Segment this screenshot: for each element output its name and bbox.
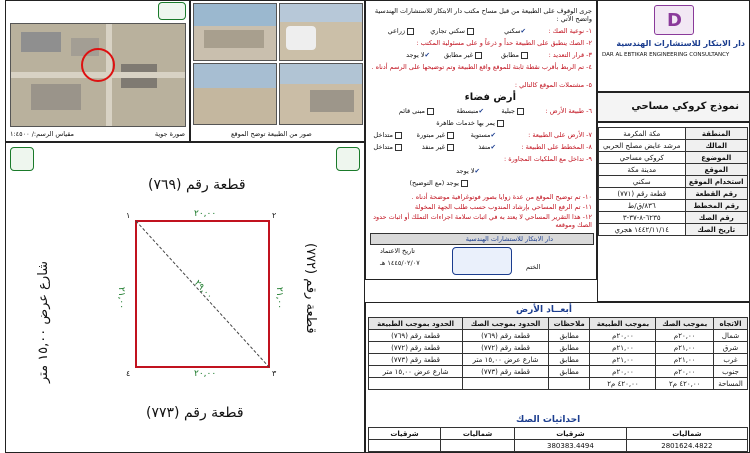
area-nature: ٤٢٠,٠٠ م٢: [590, 378, 656, 390]
empty-cell: [369, 378, 463, 390]
field-photos-label: صور من الطبيعة توضح الموقع: [231, 130, 312, 138]
dim-cell: شارع عرض ١٥,٠٠ متر: [463, 354, 549, 366]
dim-cell: قطعة رقم (٧٧٣): [463, 366, 549, 378]
info-label: الموقع: [685, 164, 748, 176]
q5-value: أرض فضاء: [464, 92, 516, 103]
survey-notes-panel: جرى الوقوف على الطبيعة من قبل مساح مكتب دار الابتكار للاستشارات الهندسية واتضح الآتي : ١- نوعية الصك : ✔سكني سكني تجاري زراعي ٢- الصك ينطبق على الطبيعة حداً و ذرعاً و على مسئولية المكتب : ٣- قرار التعديد : مطابق غير مطابق ✔لا يوجد ٤- تم الربط بأقرب نقطة ثابتة للموقع واقع الطبيعة وتم توضيحها على الرسم أدناه . ٥- مشتملات الموقع كالتالي : أرض فضاء ٦- طبيعة الأرض : جبلية ✔منبسطة مبنى قائم يمر بها خدمات ظاهرة ٧- الأرض على الطبيعة : ✔مستوية غير مبتورة متداخل ٨- المخطط على الطبيعة : ✔منفذ غير منفذ متداخل ٩- تداخل مع الملكيات المجاورة : ✔لا يوجد يوجد (مع التوضيح) ١٠- تم توضيح الموقع من عدة زوايا بصور فوتوغرافية موضحة أدناه . ١١- تم الرفع المساحي بإرشاد المندوب حسب طلب الجهة المخولة ١٢- هذا التقرير المساحي لا يعتد به في اثبات سلامة اجراءات التملك أو اثبات حدود الصك وموقعه دار الابتكار للاستشارات الهندسية تاريخ الاعتماد ١٤٤٥/٠٢/٠٧ هـ الختم: [365, 0, 597, 280]
dim-cell: جنوب: [713, 366, 747, 378]
aerial-photo-panel: [5, 0, 190, 142]
q6-label: ٦- طبيعة الأرض :: [545, 107, 592, 115]
q1-label: ١- نوعية الصك :: [548, 27, 592, 35]
info-value: مرشد عايض مصلح الحربي: [599, 140, 686, 152]
dim-cell: مطابق: [548, 342, 590, 354]
east-boundary-label: قطعة رقم (٧٧٢): [303, 243, 318, 334]
footer-office-bar: [370, 233, 594, 245]
dim-row: [369, 330, 748, 342]
company-stamp: [452, 247, 512, 275]
info-row: [599, 200, 748, 212]
dim-cell: غرب: [713, 354, 747, 366]
empty-cell: [463, 378, 549, 390]
dim-cell: ٢١,٠٠م: [590, 342, 656, 354]
coords-title: احداثيات الصك: [516, 415, 581, 425]
dim-row: [369, 366, 748, 378]
dim-cell: ٢١,٠٠م: [656, 354, 714, 366]
info-row: [599, 140, 748, 152]
info-value: ٨٣٦/ق/ط: [599, 200, 686, 212]
info-value: سكني: [599, 176, 686, 188]
approval-date-value: ١٤٤٥/٠٢/٠٧ هـ: [380, 259, 420, 267]
dimensions-title: أبعــاد الأرض: [516, 305, 572, 315]
info-label: رقم الصك: [685, 212, 748, 224]
field-photo-2: [279, 3, 363, 61]
field-photo-3: [193, 63, 277, 125]
q7-opt-3: متداخل: [373, 131, 393, 139]
coords-north-value: 2801624.4822: [626, 440, 747, 452]
corner-2: ٢: [272, 211, 277, 220]
info-label: الموضوع: [685, 152, 748, 164]
dim-left: ٢١,٠٠: [116, 286, 127, 310]
info-value: ٦٢٣٥-٨-٣٧-٣: [599, 212, 686, 224]
seal-label: الختم: [526, 263, 541, 271]
area-deed: ٤٢٠,٠٠ م٢: [656, 378, 714, 390]
q12-text: ١٢- هذا التقرير المساحي لا يعتد به في اثبات سلامة اجراءات التملك أو اثبات حدود الصك وموقعه: [373, 213, 592, 229]
dim-cell: مطابق: [548, 330, 590, 342]
location-circle: [81, 48, 115, 82]
info-row: [599, 128, 748, 140]
dim-bottom: ٢٠,٠٠: [194, 369, 217, 379]
dim-cell: شارع عرض ١٥,٠٠ متر: [369, 366, 463, 378]
dim-header: الاتجاه: [713, 318, 747, 330]
dim-top: ٢٠,٠٠: [194, 209, 217, 219]
q8-opt-1: منفذ: [478, 143, 491, 151]
coords-east-value: 380383.4494: [515, 440, 627, 452]
dim-cell: شرق: [713, 342, 747, 354]
dim-cell: قطعة رقم (٧٧٣): [369, 354, 463, 366]
sketch-panel: [5, 142, 365, 453]
dimensions-table: [368, 317, 748, 390]
dimensions-panel: [365, 302, 750, 453]
corner-1: ١: [126, 211, 131, 220]
dim-header: بموجب الطبيعة: [590, 318, 656, 330]
q2-label: ٢- الصك ينطبق على الطبيعة حداً و ذرعاً و على مسئولية المكتب :: [416, 39, 592, 47]
dim-cell: ٢١,٠٠م: [656, 342, 714, 354]
info-row: [599, 224, 748, 236]
field-photo-1: [193, 3, 277, 61]
info-row: [599, 188, 748, 200]
form-title-box: [597, 92, 750, 122]
coords-north-label: شماليات: [626, 428, 747, 440]
footer-office-name: دار الابتكار للاستشارات الهندسية: [465, 235, 553, 243]
q1-opt-1: سكني: [504, 27, 521, 35]
dim-cell: قطعة رقم (٧٦٩): [369, 330, 463, 342]
dim-cell: قطعة رقم (٧٧٢): [369, 342, 463, 354]
q6b-text: يمر بها خدمات ظاهرة: [436, 119, 495, 127]
dim-header: الحدود بموجب الصك: [463, 318, 549, 330]
field-photo-4: [279, 63, 363, 125]
dim-row: [369, 342, 748, 354]
info-label: المنطقة: [685, 128, 748, 140]
q6-opt-3: مبنى قائم: [398, 107, 425, 115]
dim-cell: ٢٠,٠٠م: [656, 366, 714, 378]
empty-cell: [548, 378, 590, 390]
q3-label: ٣- قرار التعديد :: [548, 51, 592, 59]
south-boundary-label: قطعة رقم (٧٧٣): [146, 405, 244, 421]
q8-opt-3: متداخل: [373, 143, 393, 151]
q1-opt-3: زراعي: [387, 27, 405, 35]
scale-label: مقياس الرسم:/ ١:٤٥٠٠: [10, 130, 74, 138]
q4-text: ٤- تم الربط بأقرب نقطة ثابتة للموقع واقع الطبيعة وتم توضيحها على الرسم أدناه .: [371, 63, 592, 71]
aerial-label: صورة جوية: [154, 130, 185, 138]
form-title: نموذج كروكي مساحي: [631, 101, 739, 112]
q9-label: ٩- تداخل مع الملكيات المجاورة :: [503, 155, 592, 163]
dim-row: [369, 354, 748, 366]
info-label: استخدام الموقع: [685, 176, 748, 188]
dim-right: ٢١,٠٠: [274, 286, 285, 310]
info-value: كروكي مساحي: [599, 152, 686, 164]
coords-table: [368, 427, 748, 452]
info-table: [598, 127, 748, 236]
info-value: مدينة مكة: [599, 164, 686, 176]
approval-date-label: تاريخ الاعتماد: [380, 247, 415, 255]
dim-cell: مطابق: [548, 366, 590, 378]
field-photos-panel: [190, 0, 365, 142]
office-sub: DAR AL EBTIKAR ENGINEERING CONSULTANCY: [602, 52, 730, 58]
dim-cell: ٢٠,٠٠م: [590, 366, 656, 378]
q9-opt-1: لا يوجد: [456, 167, 475, 175]
info-row: [599, 152, 748, 164]
q7-opt-2: غير مبتورة: [416, 131, 445, 139]
q8-label: ٨- المخطط على الطبيعة :: [521, 143, 592, 151]
q1-opt-2: سكني تجاري: [430, 27, 465, 35]
dim-cell: قطعة رقم (٧٧٢): [463, 342, 549, 354]
dim-cell: ٢٠,٠٠م: [656, 330, 714, 342]
q5-label: ٥- مشتملات الموقع كالتالي :: [514, 81, 592, 89]
info-panel: [597, 122, 750, 302]
info-label: رقم القطعة: [685, 188, 748, 200]
area-row: [369, 378, 748, 390]
office-header: [597, 0, 750, 92]
coords-east-label: شرقيات: [515, 428, 627, 440]
q11-text: ١١- تم الرفع المساحي بإرشاد المندوب حسب طلب الجهة المخولة: [414, 203, 592, 211]
info-label: رقم المخطط: [685, 200, 748, 212]
info-row: [599, 164, 748, 176]
q7-opt-1: مستوية: [470, 131, 491, 139]
office-logo-icon: D: [654, 5, 694, 35]
info-value: مكة المكرمة: [599, 128, 686, 140]
north-boundary-label: قطعة رقم (٧٦٩): [148, 177, 246, 193]
dim-diagonal: ٢٩,٠٠: [191, 278, 215, 302]
q10-text: ١٠- تم توضيح الموقع من عدة زوايا بصور فوتوغرافية موضحة أدناه .: [411, 193, 592, 201]
sa-emblem-icon: [158, 2, 186, 20]
dim-cell: قطعة رقم (٧٦٩): [463, 330, 549, 342]
corner-3: ٣: [272, 369, 277, 378]
dim-header: ملاحظات: [548, 318, 590, 330]
office-name: دار الابتكار للاستشارات الهندسية: [616, 39, 745, 48]
area-label: المساحة: [713, 378, 747, 390]
dim-cell: ٢١,٠٠م: [590, 354, 656, 366]
q3-opt-1: مطابق: [500, 51, 519, 59]
coords-north-label-2: شماليات: [440, 428, 514, 440]
corner-4: ٤: [126, 369, 131, 378]
dim-header: بموجب الصك: [656, 318, 714, 330]
aerial-photo: [10, 23, 186, 127]
dim-cell: ٢٠,٠٠م: [590, 330, 656, 342]
info-value: ١٤٤٢/١١/١٤ هجري: [599, 224, 686, 236]
q3-opt-2: غير مطابق: [443, 51, 473, 59]
dim-cell: مطابق: [548, 354, 590, 366]
q3-opt-3: لا يوجد: [406, 51, 425, 59]
q9-opt-2: يوجد (مع التوضيح): [409, 179, 459, 187]
info-row: [599, 212, 748, 224]
dim-cell: شمال: [713, 330, 747, 342]
q6-opt-2: منبسطة: [456, 107, 479, 115]
coords-east-label-2: شرقيات: [369, 428, 441, 440]
q6-opt-1: جبلية: [501, 107, 515, 115]
q7-label: ٧- الأرض على الطبيعة :: [528, 131, 592, 139]
west-boundary-label: شارع عرض ١٥,٠٠ متر: [36, 260, 51, 383]
dim-header: الحدود بموجب الطبيعة: [369, 318, 463, 330]
info-label: المالك: [685, 140, 748, 152]
info-value: قطعة رقم (٧٧١): [599, 188, 686, 200]
info-label: تاريخ الصك: [685, 224, 748, 236]
info-row: [599, 176, 748, 188]
q8-opt-2: غير منفذ: [421, 143, 445, 151]
intro-text: جرى الوقوف على الطبيعة من قبل مساح مكتب دار الابتكار للاستشارات الهندسية واتضح الآتي :: [374, 7, 592, 23]
